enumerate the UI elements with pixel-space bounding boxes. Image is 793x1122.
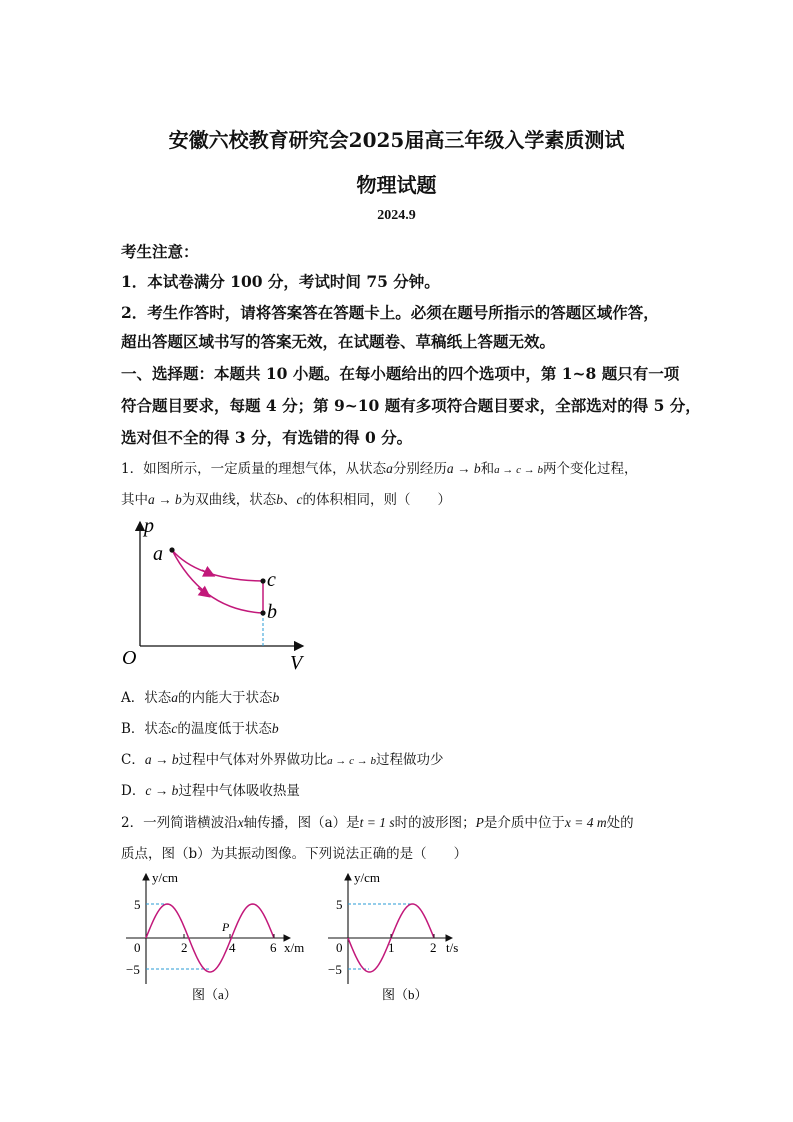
figa-x6: 6 <box>270 940 277 955</box>
exam-date: 2024.9 <box>377 208 416 223</box>
label-p: p <box>144 515 154 537</box>
figb-yneg5: −5 <box>328 962 342 977</box>
label-O: O <box>122 647 137 669</box>
figb-x1: 1 <box>388 940 395 955</box>
point-a <box>169 547 174 552</box>
notice-heading: 考生注意： <box>121 242 199 261</box>
figa-ylabel: y/cm <box>152 870 178 885</box>
curve-a-c <box>172 550 263 581</box>
q1-option-d[interactable]: D．c → b过程中气体吸收热量 <box>121 783 300 799</box>
section-line-2: 符合题目要求，每题 4 分；第 9~10 题有多项符合题目要求，全部选对的得 5 分， <box>121 396 701 415</box>
point-b <box>260 610 265 615</box>
figa-x4: 4 <box>229 940 236 955</box>
section-line-1: 一、选择题：本题共 10 小题。在每小题给出的四个选项中，第 1~8 题只有一项 <box>121 364 680 383</box>
figa-point-p: P <box>222 920 230 934</box>
label-a: a <box>153 543 163 565</box>
figa-xlabel: x/m <box>284 940 305 955</box>
q2-figure-b <box>320 868 480 1008</box>
point-c <box>260 578 265 583</box>
q2-line-1: 2．一列简谐横波沿x轴传播，图（a）是t = 1 s时的波形图；P是介质中位于x = 4 m处的 <box>121 815 634 831</box>
figb-y5: 5 <box>336 897 343 912</box>
section-line-3: 选对但不全的得 3 分，有选错的得 0 分。 <box>121 428 413 447</box>
notice-item-2a: 2．考生作答时，请将答案答在答题卡上。必须在题号所指示的答题区域作答， <box>121 303 659 322</box>
figa-x2: 2 <box>181 940 188 955</box>
page-subtitle: 物理试题 <box>356 173 437 197</box>
q1-pv-diagram <box>118 512 318 674</box>
label-b: b <box>267 601 277 623</box>
figb-ylabel: y/cm <box>354 870 380 885</box>
q1-option-c[interactable]: C．a → b过程中气体对外界做功比a → c → b过程做功少 <box>121 752 444 768</box>
q2-line-2: 质点，图（b）为其振动图像。下列说法正确的是（ ） <box>121 846 468 862</box>
arrow-a-c <box>202 570 210 574</box>
figb-xlabel: t/s <box>446 940 459 955</box>
q1-line-1: 1．如图所示，一定质量的理想气体，从状态a分别经历a → b和a → c → b两个变化过程， <box>121 461 638 477</box>
notice-item-2b: 超出答题区域书写的答案无效，在试题卷、草稿纸上答题无效。 <box>121 332 556 351</box>
q1-option-b[interactable]: B．状态c的温度低于状态b <box>121 721 279 737</box>
label-c: c <box>267 569 276 591</box>
notice-item-1: 1．本试卷满分 100 分，考试时间 75 分钟。 <box>121 272 440 291</box>
figa-caption: 图（a） <box>192 987 237 1002</box>
figb-origin: 0 <box>336 940 343 955</box>
label-V: V <box>290 652 303 674</box>
q1-line-2: 其中a → b为双曲线，状态b、c的体积相同，则（ ） <box>121 492 451 508</box>
curve-a-b <box>172 550 263 613</box>
figb-caption: 图（b） <box>382 987 428 1002</box>
q2-figure-a <box>118 868 318 1008</box>
q1-option-a[interactable]: A．状态a的内能大于状态b <box>121 690 280 706</box>
figa-origin: 0 <box>134 940 141 955</box>
figa-yneg5: −5 <box>126 962 140 977</box>
figb-x2: 2 <box>430 940 437 955</box>
figa-y5: 5 <box>134 897 141 912</box>
page-title: 安徽六校教育研究会2025届高三年级入学素质测试 <box>168 128 625 152</box>
